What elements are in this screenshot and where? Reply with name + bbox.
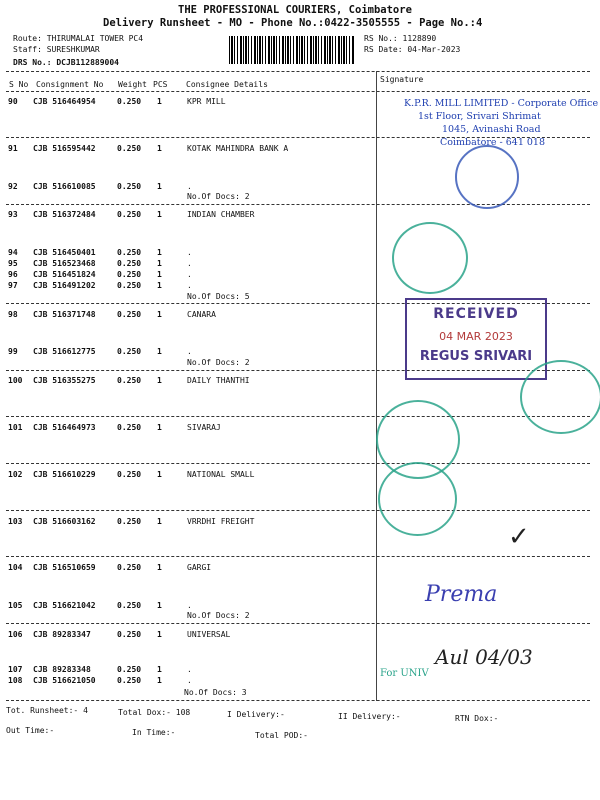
- tot-runsheet: Tot. Runsheet:- 4: [6, 706, 88, 715]
- table-row: 101 CJB 516464973 0.250 1 SIVARAJ: [8, 423, 221, 432]
- barcode: [229, 36, 355, 64]
- table-row: 99 CJB 516612775 0.250 1 .: [8, 347, 192, 356]
- doc-count: No.Of Docs: 2: [187, 192, 250, 201]
- drs-number: DRS No.: DCJB112889004: [13, 58, 119, 67]
- table-row: 104 CJB 516510659 0.250 1 GARGI: [8, 563, 212, 572]
- table-row: 106 CJB 89283347 0.250 1 UNIVERSAL: [8, 630, 231, 639]
- doc-count: No.Of Docs: 2: [187, 358, 250, 367]
- prema-signature: Prema: [425, 582, 498, 607]
- col-pcs: PCS: [153, 80, 168, 89]
- universal-signature: Aul 04/03: [435, 645, 533, 669]
- rtn-dox: RTN Dox:-: [455, 714, 499, 723]
- table-row: 105 CJB 516621042 0.250 1 .: [8, 601, 192, 610]
- total-dox: Total Dox:- 108: [118, 708, 191, 717]
- col-signature: Signature: [380, 75, 424, 84]
- table-row: 95 CJB 516523468 0.250 1 .: [8, 259, 192, 268]
- doc-count: No.Of Docs: 5: [187, 292, 250, 301]
- table-row: 107 CJB 89283348 0.250 1 .: [8, 665, 192, 674]
- kpr-stamp: K.P.R. MILL LIMITED - Corporate Office 1st Floor, Srivari Shrimat 1045, Avinashi Road Coimbatore - 641 018: [404, 98, 599, 148]
- table-row: 97 CJB 516491202 0.250 1 .: [8, 281, 192, 290]
- universal-stamp: For UNIV: [380, 668, 429, 679]
- table-row: 93 CJB 516372484 0.250 1 INDIAN CHAMBER: [8, 210, 255, 219]
- col-consignee: Consignee Details: [186, 80, 268, 89]
- table-row: 103 CJB 516603162 0.250 1 VRRDHI FREIGHT: [8, 517, 255, 526]
- table-row: 92 CJB 516610085 0.250 1 .: [8, 182, 192, 191]
- in-time: In Time:-: [132, 728, 176, 737]
- table-row: 90 CJB 516464954 0.250 1 KPR MILL: [8, 97, 226, 106]
- signature-vrrdhi: ✓: [508, 522, 530, 552]
- rs-number: RS No.: 1128890: [364, 34, 437, 43]
- table-row: 94 CJB 516450401 0.250 1 .: [8, 248, 192, 257]
- table-row: 91 CJB 516595442 0.250 1 KOTAK MAHINDRA BANK A: [8, 144, 289, 153]
- kotak-bank-stamp: [455, 145, 519, 209]
- table-row: 96 CJB 516451824 0.250 1 .: [8, 270, 192, 279]
- doc-count: No.Of Docs: 2: [187, 611, 250, 620]
- ii-delivery: II Delivery:-: [338, 712, 401, 721]
- signature-divider: [376, 71, 377, 701]
- table-row: 100 CJB 516355275 0.250 1 DAILY THANTHI: [8, 376, 250, 385]
- received-stamp: RECEIVED 04 MAR 2023 REGUS SRIVARI: [405, 298, 547, 380]
- doc-count: No.Of Docs: 3: [184, 688, 247, 697]
- table-row: 98 CJB 516371748 0.250 1 CANARA: [8, 310, 216, 319]
- col-consignment: Consignment No: [36, 80, 104, 89]
- daily-thanthi-stamp: [520, 360, 600, 434]
- company-title: THE PROFESSIONAL COURIERS, Coimbatore: [178, 4, 412, 16]
- i-delivery: I Delivery:-: [227, 710, 285, 719]
- col-weight: Weight: [118, 80, 147, 89]
- table-row: 108 CJB 516621050 0.250 1 .: [8, 676, 192, 685]
- table-row: 102 CJB 516610229 0.250 1 NATIONAL SMALL: [8, 470, 255, 479]
- national-small-stamp: [378, 462, 457, 536]
- route-label: Route: THIRUMALAI TOWER PC4: [13, 34, 144, 43]
- total-pod: Total POD:-: [255, 731, 308, 740]
- out-time: Out Time:-: [6, 726, 55, 735]
- rs-date: RS Date: 04-Mar-2023: [364, 45, 461, 54]
- runsheet-title: Delivery Runsheet - MO - Phone No.:0422-3505555 - Page No.:4: [103, 17, 483, 29]
- col-sno: S No: [9, 80, 29, 89]
- indian-chamber-stamp: [392, 222, 468, 294]
- staff-label: Staff: SURESHKUMAR: [13, 45, 100, 54]
